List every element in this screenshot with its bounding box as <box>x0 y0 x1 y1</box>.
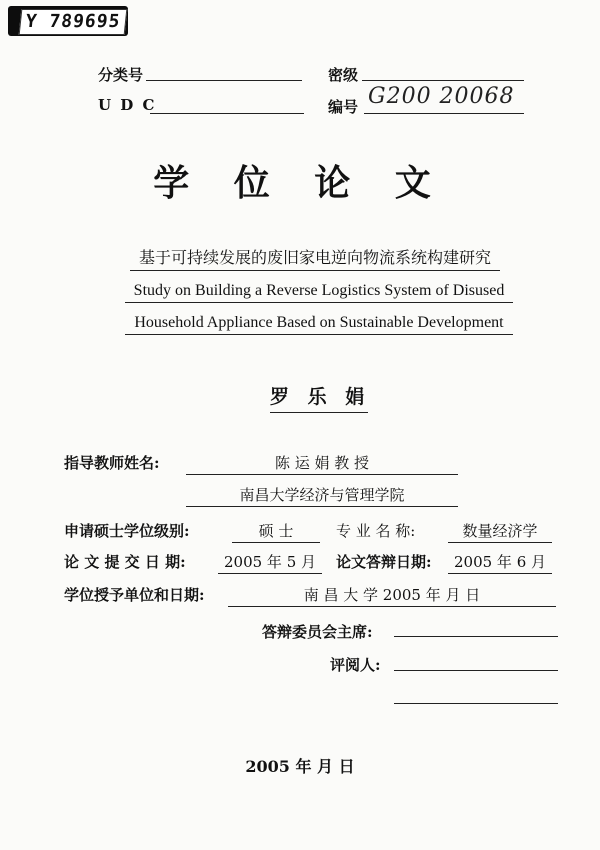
defense-date-label: 论文答辩日期: <box>336 553 432 571</box>
degree-level-value: 硕 士 <box>232 520 320 543</box>
secret-level-label: 密级 <box>328 66 359 84</box>
submit-date-label: 论 文 提 交 日 期: <box>64 553 186 571</box>
reviewer-line-2 <box>394 703 558 704</box>
thesis-title-english-line-2: Household Appliance Based on Sustainable Development <box>125 314 513 335</box>
udc-line <box>150 113 304 114</box>
committee-chair-line <box>394 636 558 637</box>
degree-grant-value: 南 昌 大 学 2005 年 月 日 <box>228 584 556 607</box>
library-stamp <box>8 6 128 36</box>
footer-date: 2005 年 月 日 <box>245 757 355 776</box>
degree-level-label: 申请硕士学位级别: <box>64 522 190 540</box>
classification-line <box>146 80 302 81</box>
udc-label: U D C <box>98 96 157 114</box>
defense-date-value: 2005 年 6 月 <box>448 551 552 574</box>
serial-number-line <box>364 113 524 114</box>
thesis-title-english-line-1: Study on Building a Reverse Logistics System of Disused <box>125 282 513 303</box>
institution-value: 南昌大学经济与管理学院 <box>186 484 458 507</box>
advisor-value: 陈 运 娟 教 授 <box>186 452 458 475</box>
reviewer-line-1 <box>394 670 558 671</box>
committee-chair-label: 答辩委员会主席: <box>262 623 373 641</box>
serial-number-label: 编号 <box>328 98 359 116</box>
reviewer-label: 评阅人: <box>330 656 381 674</box>
thesis-title-chinese: 基于可持续发展的废旧家电逆向物流系统构建研究 <box>130 245 500 271</box>
author-name: 罗 乐 娟 <box>270 382 368 413</box>
stamp-number: Y 789695 <box>19 9 128 35</box>
major-value: 数量经济学 <box>448 520 552 543</box>
advisor-label: 指导教师姓名: <box>64 454 160 472</box>
submit-date-value: 2005 年 5 月 <box>218 551 322 574</box>
serial-number-handwritten: G200 20068 <box>368 84 515 109</box>
secret-level-line <box>362 80 524 81</box>
document-title: 学 位 论 文 <box>153 162 447 204</box>
classification-label: 分类号 <box>98 66 144 84</box>
degree-grant-label: 学位授予单位和日期: <box>64 586 205 604</box>
major-label: 专 业 名 称: <box>336 522 416 540</box>
